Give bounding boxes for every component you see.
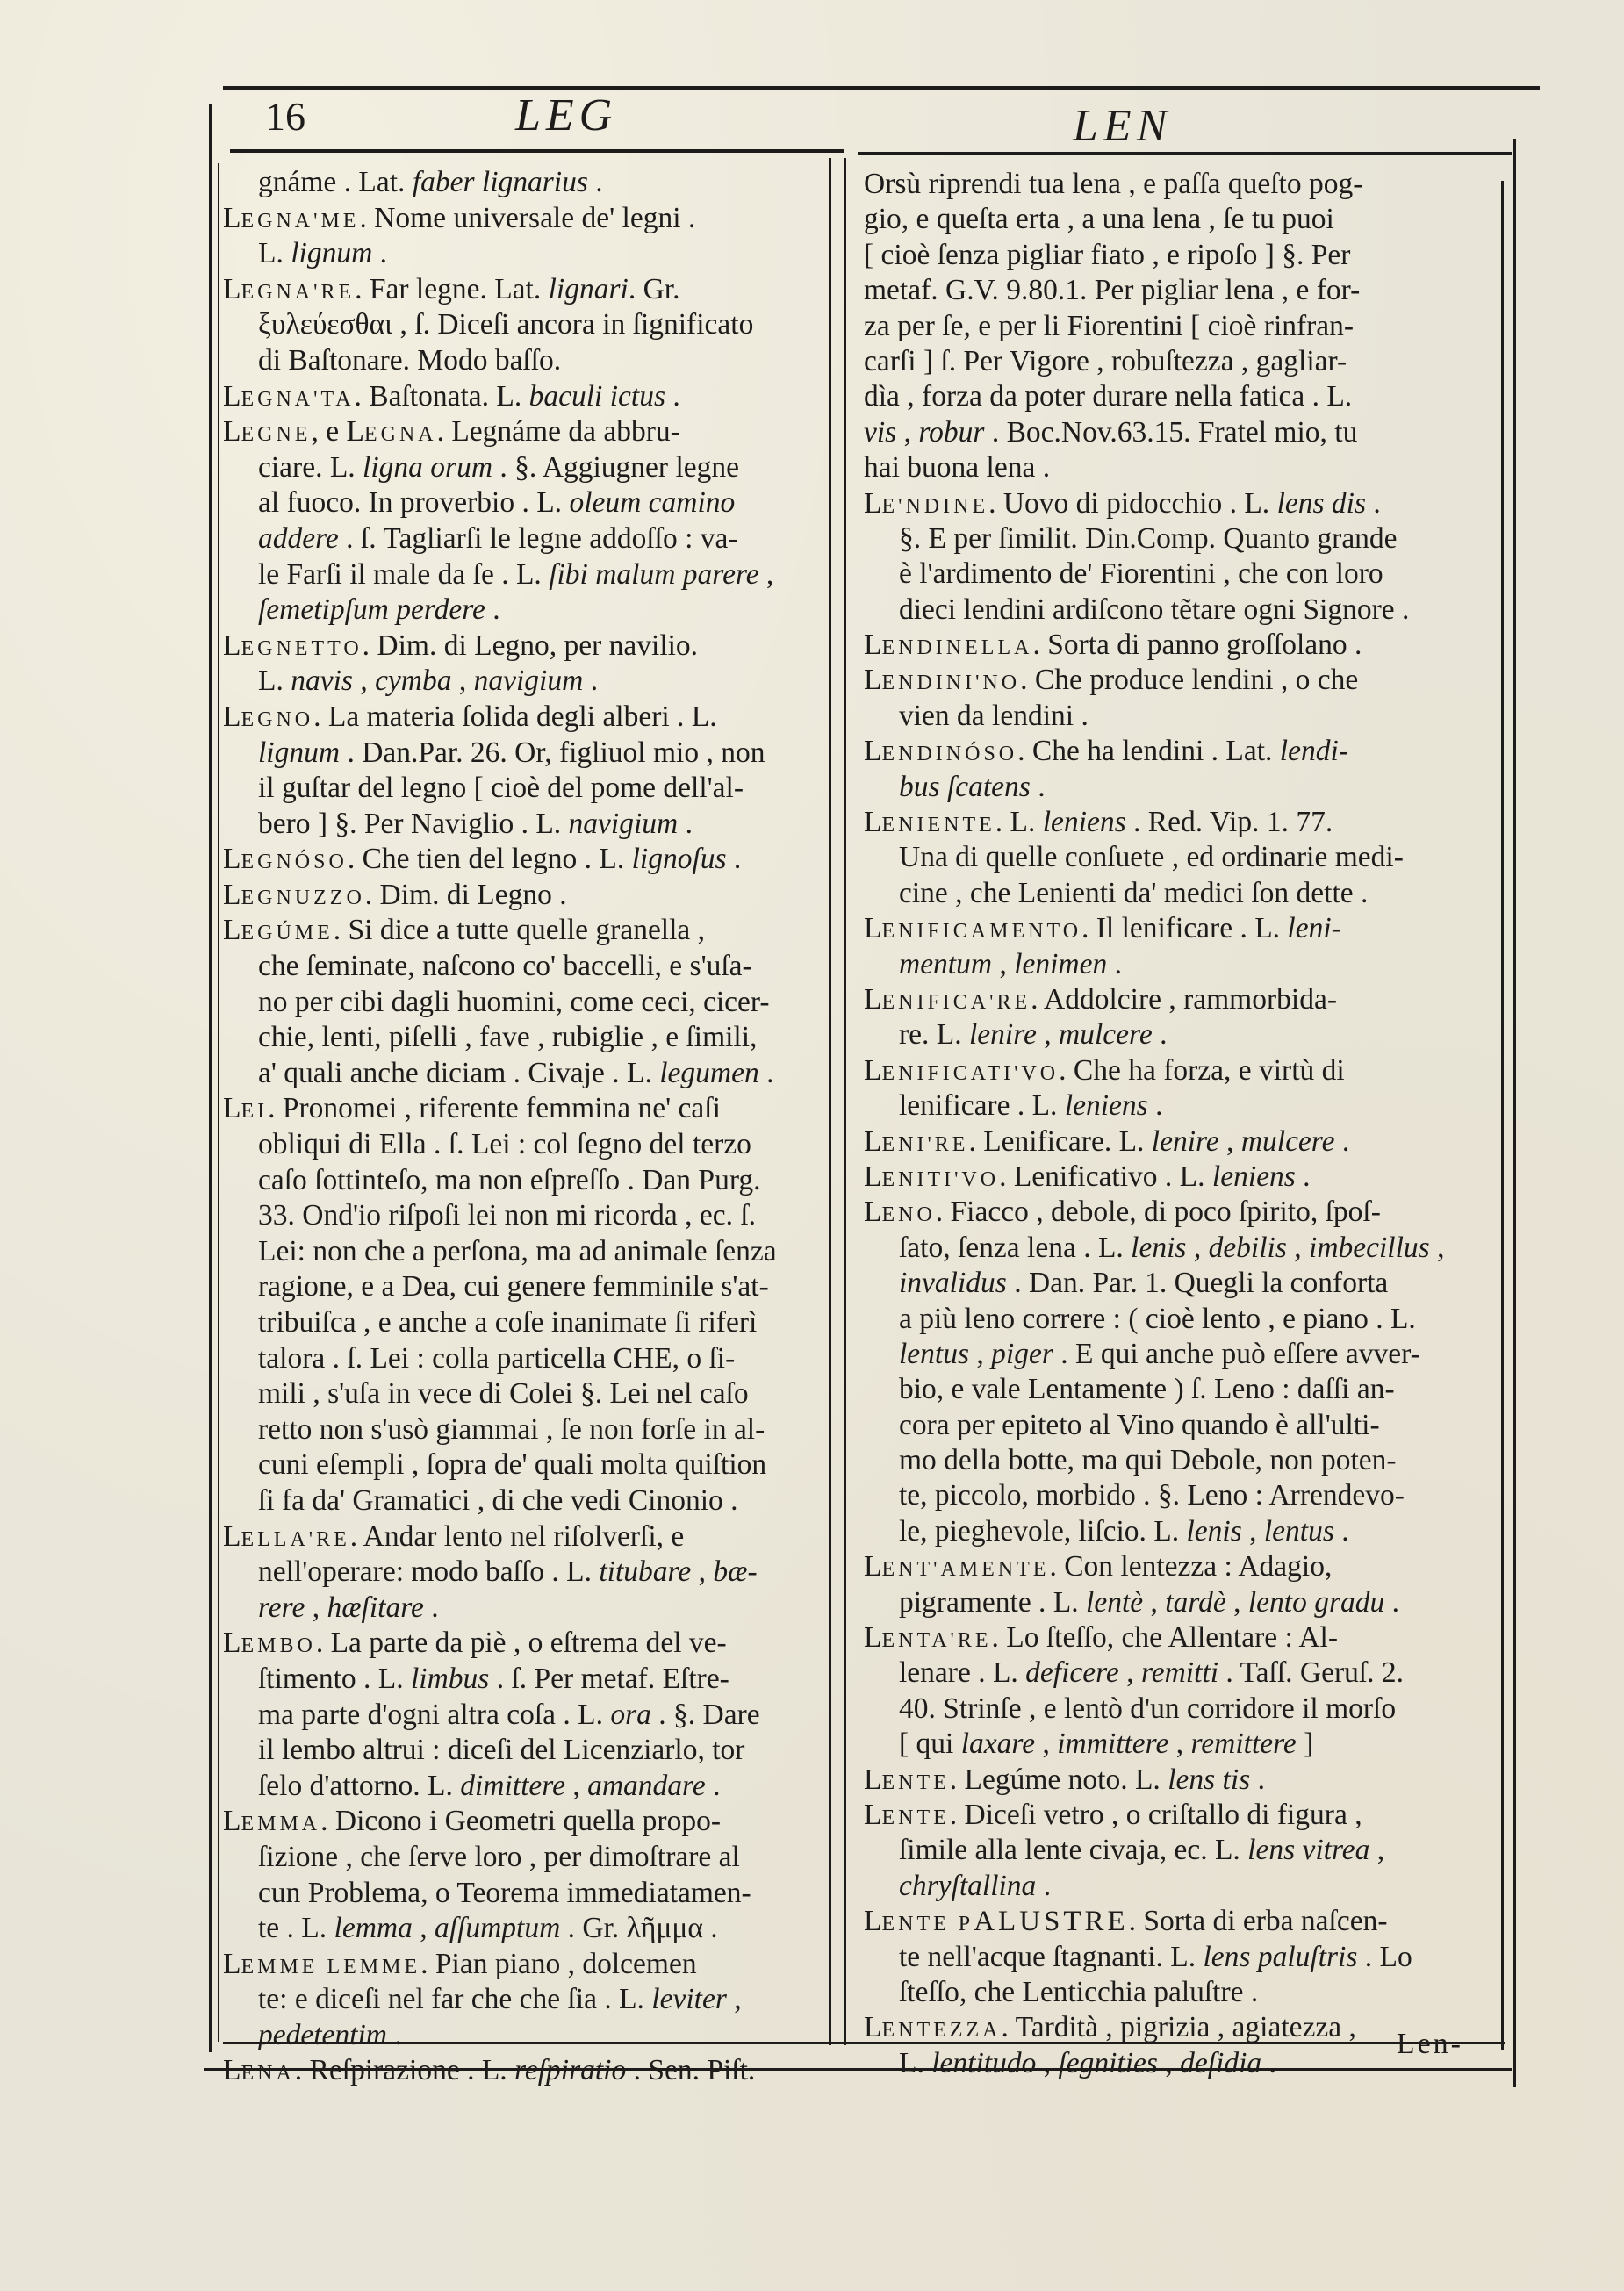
entry-line: te nell'acque ſtagnanti. L. lens paluſtris . Lo [899,1940,1412,1973]
entry-headword-line [864,1160,1496,1195]
headword: LENIFICATI'VO [864,1053,1060,1087]
running-head-left: LEG [515,90,618,140]
dictionary-entry [864,911,1496,982]
definition-text: . Baſtonata. L. baculi ictus . [354,379,680,413]
dictionary-entry [223,2053,829,2089]
dictionary-entry [864,1124,1496,1160]
definition-text: . Si dice a tutte quelle granella , [333,914,706,947]
entry-headword-line [864,734,1496,769]
page-number: 16 [265,94,305,139]
entry-line: vis , robur . Boc.Nov.63.15. Fratel mio, tu [864,415,1358,449]
column-divider-right [844,158,846,2045]
entry-headword-line [223,1626,829,1662]
entry-line: te: e diceſi nel far che che ſia . L. leviter , [258,1983,742,2016]
dictionary-entry [864,1195,1496,1549]
entry-headword-line [223,201,829,237]
headword: LEGNETTO [223,628,363,662]
definition-text: . Diceſi vetro , o criſtallo di figura , [949,1798,1362,1831]
entry-line: ragione, e a Dea, cui genere femminile s'at- [258,1270,769,1304]
headword: LENTE [864,1763,950,1796]
definition-text: . La materia ſolida degli alberi . L. [313,700,717,733]
entry-line: retto non s'usò giammai , ſe non forſe in al- [258,1412,765,1446]
entry-line: Lei: non che a perſona, ma ad animale ſenza [258,1234,777,1268]
entry-headword-line [223,1091,829,1127]
entry-line: 33. Ond'io riſpoſi lei non mi ricorda , ec. ſ. [258,1199,757,1232]
dictionary-entry [223,1947,829,2054]
entry-headword-line [864,1798,1496,1833]
page-header [204,90,1516,165]
right-column [864,167,1496,2081]
entry-line: cora per epiteto al Vino quando è all'ulti- [899,1408,1380,1441]
entry-line: [ qui laxare , immittere , remittere ] [899,1727,1314,1761]
definition-text: . L. leniens . Red. Vip. 1. 77. [995,806,1333,839]
dictionary-entry [223,1804,829,1946]
headword: LENTE PALUSTRE [864,1905,1129,1938]
headword: LEGNÓSO [223,843,348,876]
entry-line: pigramente . L. lentè , tardè , lento gradu . [899,1585,1400,1619]
entry-line: no per cibi dagli huomini, come ceci, cicer- [258,985,770,1018]
dictionary-entry [223,272,829,379]
dictionary-entry [864,1549,1496,1620]
entry-headword-line [223,1947,829,1983]
entry-line: di Baſtonare. Modo baſſo. [258,343,562,377]
definition-text: . Tardità , pigrizia , agiatezza , [1001,2011,1356,2044]
entry-headword-line [864,805,1496,840]
entry-line: Orsù riprendi tua lena , e paſſa queſto pog- [864,168,1363,200]
dictionary-entry [864,628,1496,663]
definition-text: , e LEGNA. Legnáme da abbru- [311,415,680,449]
entry-headword-line [223,414,829,450]
headword: LEGNO [223,700,314,733]
definition-text: . Che ha forza, e virtù di [1059,1053,1345,1087]
dictionary-page [204,90,1516,2087]
dictionary-entry [864,805,1496,911]
entry-line: le Farſi il male da ſe . L. ſibi malum parere , [258,557,774,591]
entry-headword-line [864,1549,1496,1584]
dictionary-entry [223,628,829,700]
dictionary-entry [864,1160,1496,1195]
entry-line: invalidus . Dan. Par. 1. Quegli la conforta [899,1267,1389,1300]
dictionary-entry [223,1626,829,1804]
entry-headword-line [864,1620,1496,1655]
entry-line: ſimile alla lente civaja, ec. L. lens vitrea , [899,1834,1385,1867]
definition-text: . La parte da piè , o eſtrema del ve- [315,1627,727,1660]
headword: LEMME LEMME [223,1947,421,1980]
definition-text: . Reſpirazione . L. reſpiratio . Sen. Piſt. [294,2054,756,2087]
entry-line: ſizione , che ſerve loro , per dimoſtrare al [258,1840,740,1873]
headword: LEGNA'ME [223,201,360,234]
top-rule [223,86,1540,90]
dictionary-entry [223,700,829,842]
entry-line: il guſtar del legno [ cioè del pome dell'al- [258,772,744,805]
column-divider-left [829,158,831,2045]
entry-line: cine , che Lenienti da' medici ſon dette . [899,876,1369,909]
definition-text: . Il lenificare . L. leni- [1081,912,1341,945]
entry-line: che ſeminate, naſcono co' baccelli, e s'uſa- [258,950,752,983]
dictionary-entry [864,1904,1496,2010]
entry-headword-line [864,1195,1496,1230]
entry-line: gnáme . Lat. faber lignarius . [258,166,603,198]
entry-line: gio, e queſta erta , a una lena , ſe tu puoi [864,203,1334,236]
entry-headword-line [864,1904,1496,1939]
entry-line: ſteſſo, che Lenticchia paluſtre . [899,1975,1259,2008]
definition-text: . Con lentezza : Adagio, [1049,1550,1333,1584]
entry-line: metaf. G.V. 9.80.1. Per pigliar lena , e for- [864,274,1361,307]
entry-line: lignum . Dan.Par. 26. Or, figliuol mio , non [258,736,765,769]
entry-line: ſelo d'attorno. L. dimittere , amandare . [258,1769,721,1802]
catchword-text: Len- [1396,2028,1463,2060]
entry-headword-line [223,628,829,664]
entry-line: 40. Strinſe , e lentò d'un corridore il morſo [899,1691,1397,1725]
entry-line: chryſtallina . [899,1869,1052,1902]
entry-line: chie, lenti, piſelli , fave , rubiglie , e ſimili, [258,1021,758,1054]
headword: LENDINÓSO [864,735,1018,768]
definition-text: . Dicono i Geometri quella propo- [320,1805,721,1838]
dictionary-entry [864,167,1496,486]
headword: LENDINI'NO [864,664,1021,697]
entry-headword-line [864,1124,1496,1160]
headword: LENDINELLA [864,628,1033,662]
entry-line: bero ] §. Per Naviglio . L. navigium . [258,807,693,840]
entry-line: talora . ſ. Lei : colla particella CHE, o ſi- [258,1341,736,1375]
dictionary-entry [223,201,829,272]
definition-text: . Dim. di Legno . [364,878,567,911]
dictionary-entry [864,1053,1496,1124]
headword: LENITI'VO [864,1160,1000,1193]
entry-line: L. navis , cymba , navigium . [258,664,599,698]
entry-line: bus ſcatens . [899,770,1046,803]
entry-headword-line [223,913,829,949]
headword: LEGNA'RE [223,272,356,305]
entry-headword-line [864,486,1496,521]
catchword [1397,2028,1463,2061]
entry-line: pedetentim . [258,2018,402,2051]
entry-line: dieci lendini ardiſcono tẽtare ogni Signore . [899,592,1410,626]
entry-headword-line [864,911,1496,946]
entry-headword-line [223,379,829,415]
entry-headword-line [223,842,829,878]
headword: LENO [864,1196,936,1229]
definition-text: . Uovo di pidocchio . L. lens dis . [988,486,1381,520]
definition-text: . Che tien del legno . L. lignoſus . [347,843,742,876]
dictionary-entry [223,842,829,878]
left-border [209,104,212,2052]
headword: LENI'RE [864,1124,969,1158]
dictionary-entry [223,414,829,628]
entry-line: §. E per ſimilit. Din.Comp. Quanto grande [899,521,1398,555]
headword: LE'NDINE [864,486,989,520]
entry-line: carſi ] ſ. Per Vigore , robuſtezza , gagliar- [864,344,1347,377]
entry-line: te . L. lemma , aſſumptum . Gr. λῆμμα . [258,1912,718,1945]
entry-line: vien da lendini . [899,699,1089,732]
definition-text: . Legúme noto. L. lens tis . [949,1763,1265,1796]
headword: LENT'AMENTE [864,1550,1050,1584]
headword: LEGÚME [223,914,334,947]
definition-text: . Lo ſteſſo, che Allentare : Al- [991,1621,1338,1655]
definition-text: . Andar lento nel riſolverſi, e [349,1519,685,1553]
entry-line: ſato, ſenza lena . L. lenis , debilis , imbecillus , [899,1231,1445,1264]
dictionary-entry [864,486,1496,628]
dictionary-entry [223,913,829,1091]
dictionary-entry [864,734,1496,805]
headword: LENTEZZA [864,2011,1002,2044]
entry-line: cun Problema, o Teorema immediatamen- [258,1876,751,1909]
entry-line: [ cioè ſenza pigliar fiato , e ripoſo ] §. Per [864,238,1351,271]
definition-text: . Sorta di erba naſcen- [1128,1905,1388,1938]
headword: LENIFICAMENTO [864,912,1082,945]
entry-headword-line [864,628,1496,663]
right-inner-border [1501,181,1504,2050]
entry-headword-line [864,663,1496,698]
entry-line: lentus , piger . E qui anche può eſſere avver- [899,1337,1420,1370]
headword: LEI [223,1092,269,1125]
dictionary-entry [223,1091,829,1519]
headword: LENIENTE [864,806,995,839]
dictionary-entry [864,1620,1496,1763]
dictionary-entry [223,878,829,914]
entry-line: L. lentitudo , ſegnities , deſidia . [899,2046,1276,2079]
entry-line: le, pieghevole, liſcio. L. lenis , lentus . [899,1514,1349,1548]
entry-line: caſo ſottinteſo, ma non eſpreſſo . Dan Purg. [258,1163,761,1196]
entry-line: L. lignum . [258,237,388,270]
entry-line: obliqui di Ella . ſ. Lei : col ſegno del terzo [258,1128,751,1161]
definition-text: . Nome universale de' legni . [359,201,696,234]
headword: LENIFICA'RE [864,982,1031,1016]
entry-headword-line [223,1519,829,1555]
entry-headword-line [864,982,1496,1017]
entry-line: lenificare . L. leniens . [899,1089,1163,1123]
entry-line: ſtimento . L. limbus . ſ. Per metaf. Eſtre- [258,1662,729,1695]
headword: LELLA'RE [223,1519,350,1553]
definition-text: . Lenificare. L. lenire , mulcere . [968,1124,1350,1158]
entry-line: ſemetipſum perdere . [258,593,500,627]
entry-headword-line [864,1763,1496,1798]
definition-text: . Sorta di panno groſſolano . [1032,628,1362,662]
entry-line: re. L. lenire , mulcere . [899,1018,1168,1052]
entry-line: bio, e vale Lentamente ) ſ. Leno : daſſi an- [899,1373,1395,1406]
definition-text: . Fiacco , debole, di poco ſpirito, ſpoſ- [935,1196,1381,1229]
headword: LENA [223,2054,295,2087]
entry-headword-line [223,2053,829,2089]
headword: LEMMA [223,1805,321,1838]
headword: LEGNE [223,415,312,449]
entry-headword-line [223,1804,829,1840]
entry-line: ſi fa da' Gramatici , di che vedi Cinonio . [258,1483,738,1517]
right-border [1513,139,1516,2087]
definition-text: . Che ha lendini . Lat. lendi- [1017,735,1348,768]
running-head-right: LEN [1073,101,1173,151]
entry-headword-line [223,700,829,736]
entry-line: Una di quelle conſuete , ed ordinarie medi- [899,841,1404,874]
dictionary-entry [223,379,829,415]
headword: LEGNUZZO [223,878,365,911]
definition-text: . Pronomei , riferente femmina ne' caſi [268,1092,721,1125]
dictionary-entry [864,982,1496,1053]
entry-headword-line [223,272,829,308]
headword: LEMBO [223,1627,316,1660]
definition-text: . Far legne. Lat. lignari. Gr. [355,272,680,305]
entry-line: il lembo altrui : diceſi del Licenziarlo, tor [258,1734,745,1767]
entry-line: za per ſe, e per li Fiorentini [ cioè rinfran- [864,309,1355,342]
entry-line: al fuoco. In proverbio . L. oleum camino [258,486,736,520]
definition-text: . Dim. di Legno, per navilio. [362,628,699,662]
left-inner-border [218,163,219,2042]
entry-line: tribuiſca , e anche a coſe inanimate ſi riferì [258,1306,758,1339]
entry-line: mo della botte, ma qui Debole, non poten- [899,1444,1397,1477]
dictionary-entry [223,1519,829,1627]
entry-headword-line [223,878,829,914]
definition-text: . Pian piano , dolcemen [420,1947,697,1980]
entry-headword-line [864,1053,1496,1088]
entry-line: cuni eſempli , ſopra de' quali molta quiſtion [258,1448,767,1482]
definition-text: . Addolcire , rammorbida- [1031,982,1337,1016]
headword: LEGNA'TA [223,379,355,413]
headword: LENTA'RE [864,1621,992,1655]
dictionary-entry [864,1763,1496,1798]
entry-line: hai buona lena . [864,451,1051,485]
dictionary-entry [223,165,829,201]
entry-line: ma parte d'ogni altra coſa . L. ora . §. Dare [258,1698,760,1731]
entry-line: è l'ardimento de' Fiorentini , che con loro [899,557,1383,591]
entry-line: mili , s'uſa in vece di Colei §. Lei nel caſo [258,1377,749,1411]
entry-line: ξυλεύεσθαι , ſ. Diceſi ancora in ſignificato [258,308,754,341]
entry-line: lenare . L. deficere , remitti . Taſſ. Geruſ. 2. [899,1656,1405,1690]
dictionary-entry [864,663,1496,734]
entry-line: a' quali anche diciam . Civaje . L. legumen . [258,1056,774,1089]
entry-line: ciare. L. ligna orum . §. Aggiugner legne [258,450,740,484]
dictionary-entry [864,1798,1496,1904]
definition-text: . Lenificativo . L. leniens . [999,1160,1311,1193]
entry-line: addere . ſ. Tagliarſi le legne addoſſo : va- [258,521,738,555]
entry-line: a più leno correre : ( cioè lento , e piano . L. [899,1302,1416,1335]
entry-line: rere , hæſitare . [258,1591,439,1624]
headword: LENTE [864,1798,950,1831]
entry-line: dìa , forza da poter durare nella fatica . L. [864,380,1353,413]
entry-line: mentum , lenimen . [899,947,1122,980]
left-column [223,165,829,2089]
definition-text: . Che produce lendini , o che [1020,664,1359,697]
entry-line: te, piccolo, morbido . §. Leno : Arrendevo- [899,1479,1405,1512]
entry-line: nell'operare: modo baſſo . L. titubare , bæ- [258,1555,758,1589]
